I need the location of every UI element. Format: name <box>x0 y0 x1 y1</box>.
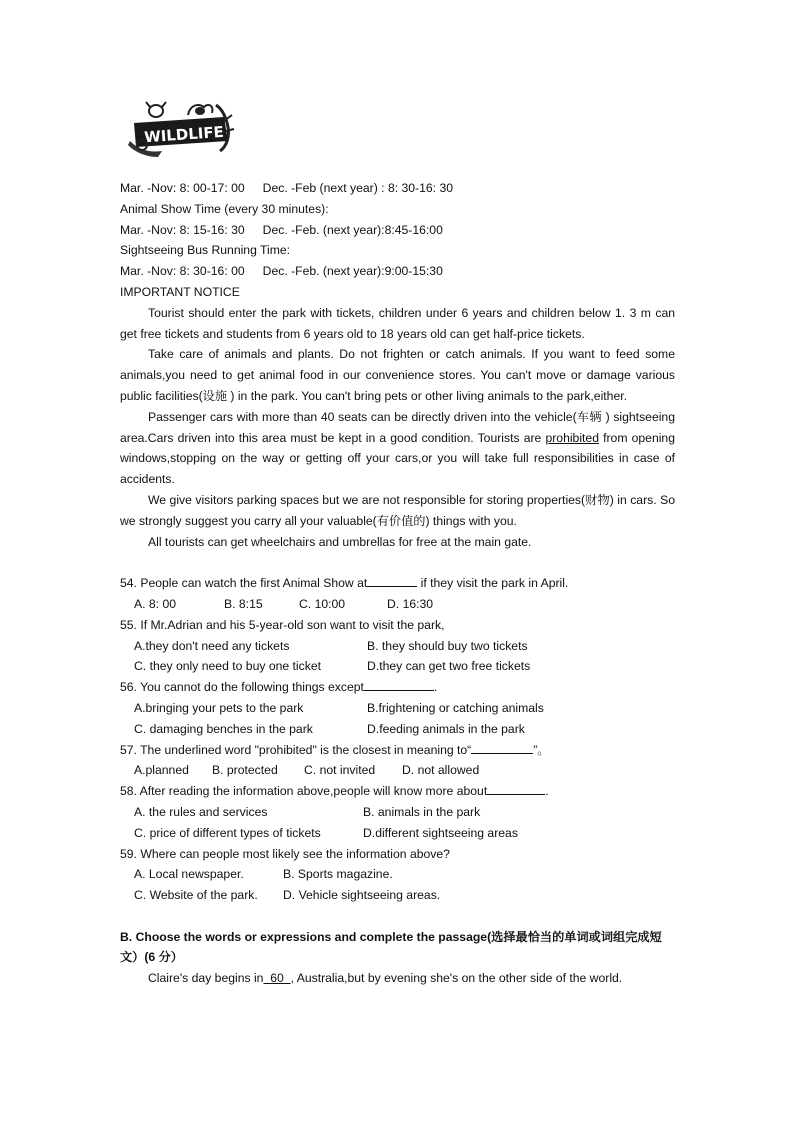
option-d: D. 16:30 <box>387 596 434 611</box>
option-b: B.frightening or catching animals <box>367 700 544 715</box>
question-56-options-cd <box>120 719 675 740</box>
question-57-options <box>120 760 675 781</box>
question-54: 54. People can watch the first Animal Show at if they visit the park in April. <box>120 576 569 591</box>
animal-show-a: Mar. -Nov: 8: 15-16: 30 <box>120 222 245 237</box>
option-c: C. price of different types of tickets <box>134 825 321 840</box>
option-b: B. they should buy two tickets <box>367 638 528 653</box>
notice-paragraph-1: Tourist should enter the park with tickets, children under 6 years and children below 1. 3 m can get free tickets and students from 6 years old to 18 years old can get half-price tickets. <box>120 305 675 341</box>
document-body <box>120 178 675 989</box>
option-c: C. Website of the park. <box>134 888 258 903</box>
option-b: B. 8:15 <box>224 596 263 611</box>
logo-text: WILDLIFE <box>143 122 225 147</box>
option-a: A. Local newspaper. <box>134 867 244 882</box>
opening-hours-a: Mar. -Nov: 8: 00-17: 00 <box>120 181 245 195</box>
question-58-options-cd <box>120 823 675 844</box>
answer-blank <box>364 678 434 691</box>
question-58: 58. After reading the information above,people will know more about . <box>120 784 549 799</box>
notice-paragraph-4: We give visitors parking spaces but we are not responsible for storing properties(财物) in cars. So we strongly suggest you carry all your valuable(有价值的) things with you. <box>120 492 675 528</box>
notice-paragraph-3 <box>120 407 675 490</box>
wildlife-logo <box>128 101 236 157</box>
question-55-options-ab <box>120 636 675 657</box>
question-57: 57. The underlined word "prohibited" is the closest in meaning to“ ”。 <box>120 742 550 757</box>
notice-paragraph-5: All tourists can get wheelchairs and umbrellas for free at the main gate. <box>148 534 532 549</box>
option-b: B. protected <box>212 763 278 778</box>
option-c: C. not invited <box>304 763 376 778</box>
bus-a: Mar. -Nov: 8: 30-16: 00 <box>120 264 245 279</box>
notice-heading: IMPORTANT NOTICE <box>120 284 240 299</box>
option-a: A.they don't need any tickets <box>134 638 290 653</box>
question-55-options-cd <box>120 656 675 677</box>
question-59-options-cd <box>120 885 675 906</box>
answer-blank <box>487 782 545 795</box>
blank-60: 60 <box>270 971 284 986</box>
option-c: C. they only need to buy one ticket <box>134 659 321 674</box>
answer-blank <box>367 574 417 587</box>
bus-b: Dec. -Feb. (next year):9:00-15:30 <box>262 264 443 279</box>
option-b: B. Sports magazine. <box>283 867 393 882</box>
option-a: A.planned <box>134 763 189 778</box>
section-b-title: B. Choose the words or expressions and complete the passage(选择最恰当的单词或词组完成短文）(6 分） <box>120 929 662 965</box>
notice-paragraph-2: Take care of animals and plants. Do not frighten or catch animals. If you want to feed some animals,you need to get animal food in our convenience stores. You can't move or damage various public facilities(设施 ) in the park. You can't bring pets or other living animals to the park,either. <box>120 347 675 403</box>
animal-show-b: Dec. -Feb. (next year):8:45-16:00 <box>262 222 443 237</box>
option-a: A. the rules and services <box>134 804 268 819</box>
option-d: D. not allowed <box>402 763 480 778</box>
question-59: 59. Where can people most likely see the information above? <box>120 846 450 861</box>
question-54-options <box>120 594 675 615</box>
option-c: C. 10:00 <box>299 596 346 611</box>
animal-show-line <box>120 220 675 241</box>
option-c: C. damaging benches in the park <box>134 721 313 736</box>
question-55: 55. If Mr.Adrian and his 5-year-old son want to visit the park, <box>120 617 445 632</box>
section-b-passage: Claire's day begins in 60 , Australia,but by evening she's on the other side of the world. <box>148 971 623 986</box>
p3-pre: Passenger cars with more than 40 seats can be directly driven into the vehicle(车辆 ) sightseeing area.Cars driven into this area must be kept in a good condition. Tourists are <box>120 409 675 445</box>
option-d: D. Vehicle sightseeing areas. <box>283 888 441 903</box>
question-56-options-ab <box>120 698 675 719</box>
option-d: D.they can get two free tickets <box>367 659 531 674</box>
bus-title: Sightseeing Bus Running Time: <box>120 243 291 258</box>
question-58-options-ab <box>120 802 675 823</box>
opening-hours-b: Dec. -Feb (next year) : 8: 30-16: 30 <box>262 181 454 195</box>
option-d: D.feeding animals in the park <box>367 721 525 736</box>
bus-line <box>120 261 675 282</box>
opening-hours-line <box>120 178 675 199</box>
question-59-options-ab <box>120 864 675 885</box>
p3-post: from opening windows,stopping on the way or getting off your cars,or you will take full responsibilities in case of accidents. <box>120 430 675 487</box>
option-d: D.different sightseeing areas <box>363 825 518 840</box>
option-a: A.bringing your pets to the park <box>134 700 304 715</box>
underlined-word: prohibited <box>545 430 599 445</box>
answer-blank <box>471 741 533 754</box>
animal-show-title: Animal Show Time (every 30 minutes): <box>120 201 329 216</box>
question-56: 56. You cannot do the following things except . <box>120 680 438 695</box>
option-b: B. animals in the park <box>363 804 481 819</box>
option-a: A. 8: 00 <box>134 596 177 611</box>
